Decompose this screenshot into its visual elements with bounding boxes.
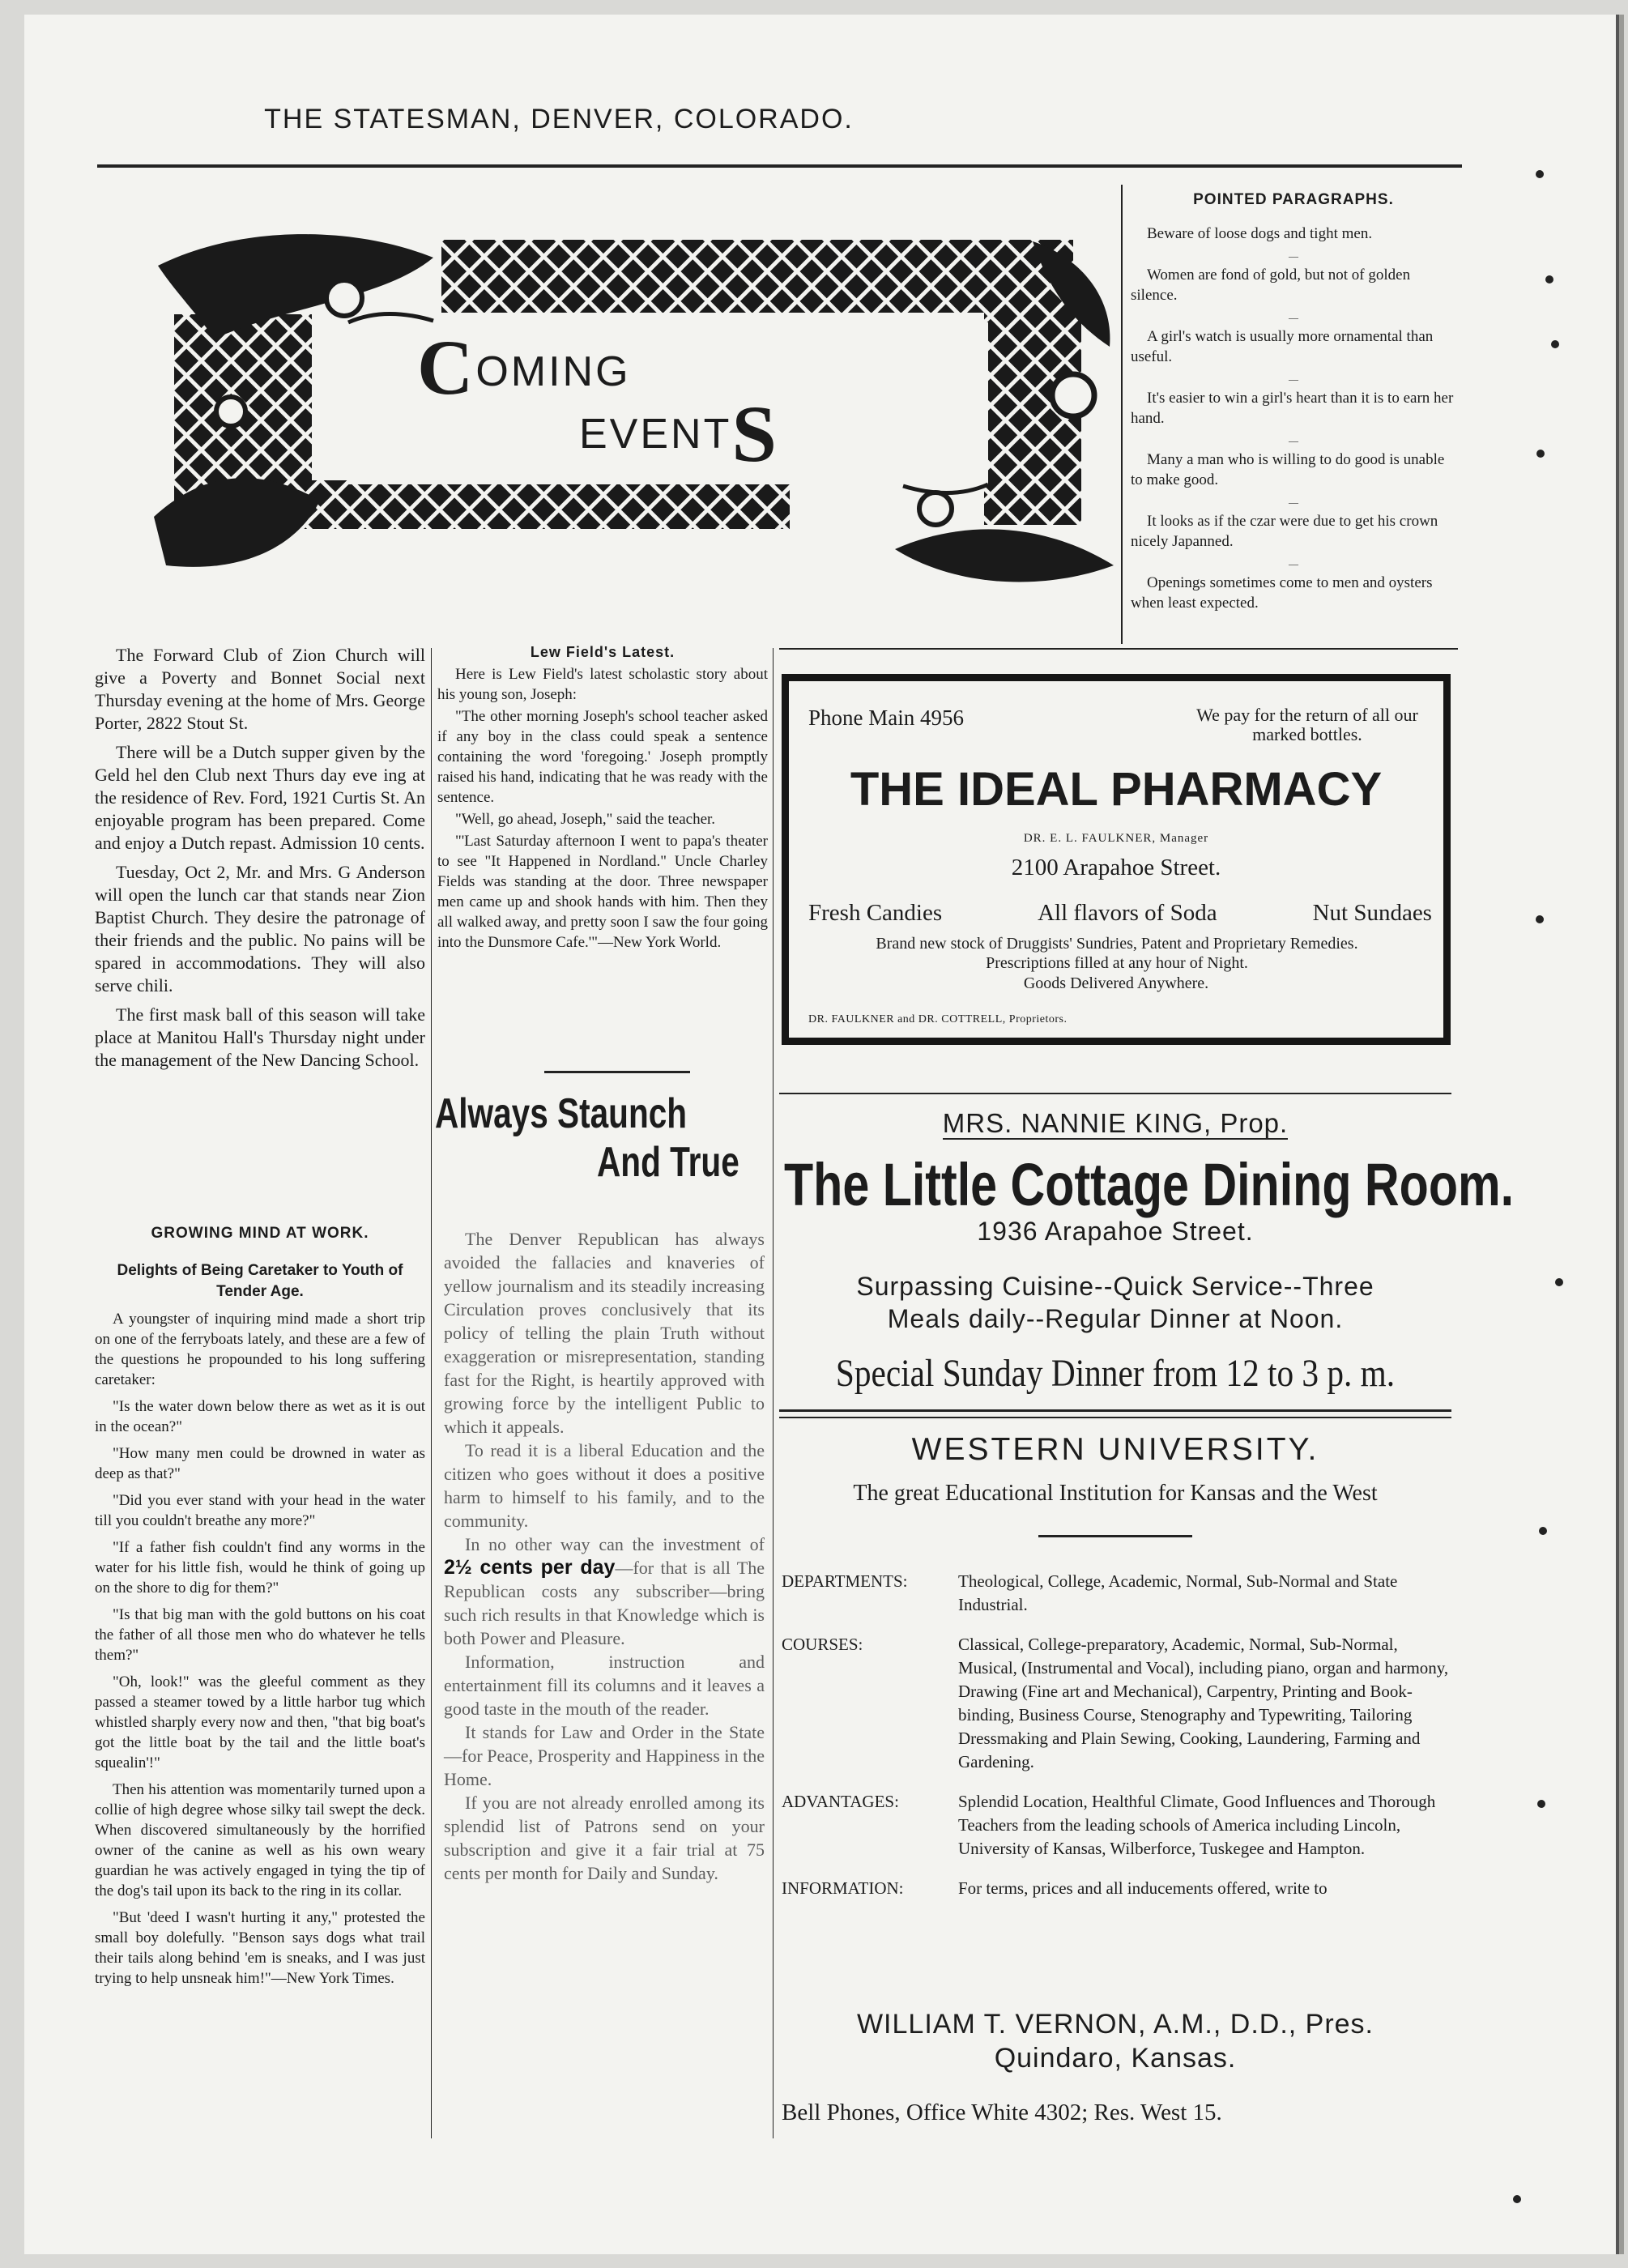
article-paragraph: "Is that big man with the gold buttons on his coat the father of all those men who do whatever he tells them?" [95,1606,425,1664]
article-paragraph: "The other morning Joseph's school teacher asked if any boy in the class could speak a sentence containing the word 'foregoing.' Joseph promptly raised his hand, indicating that he was ready with the sentence. [437,708,768,806]
margin-speck [1551,340,1559,348]
row-value: Splendid Location, Healthful Climate, Good Influences and Thorough Teachers from the leading schools of America including Lincoln, University of Kansas, Wilberforce, Tuskegee and Hampton. [958,1792,1436,1858]
rule [779,1093,1451,1094]
university-details [782,1570,1458,1900]
ad-paragraph: Information, instruction and entertainment fill its columns and it leaves a good taste in the mouth of the reader. [444,1652,765,1719]
university-row-advantages [782,1790,1458,1861]
ad-paragraph: It stands for Law and Order in the State—for Peace, Prosperity and Happiness in the Home. [444,1722,765,1789]
cost-text: —for that is all The Republican costs any subscriber—bring such rich results in that Knowledge which is both Power and Pleasure. [444,1558,765,1648]
article-paragraph: "Well, go ahead, Joseph," said the teacher. [455,811,716,828]
event-paragraph: There will be a Dutch supper given by the Geld hel den Club next Thurs day eve ing at the residence of Rev. Ford, 1921 Curtis St. An enjoyable program has been prepared. Come and enjoy a Dutch repast. Admission 10 cents. [95,742,425,853]
lew-fields-article [437,644,768,954]
cottage-line: Surpassing Cuisine--Quick Service--Three [856,1272,1374,1301]
banner-final: S [731,389,779,479]
pointed-title: POINTED PARAGRAPHS. [1193,191,1394,208]
ad-headline-2: And True [597,1139,739,1186]
ad-paragraph: If you are not already enrolled among its splendid list of Patrons send on your subscription and give it a fair trial at 75 cents per month for Daily and Sunday. [444,1793,765,1883]
cottage-line: Meals daily--Regular Dinner at Noon. [887,1304,1344,1333]
article-paragraph: "But 'deed I wasn't hurting it any," protested the small boy dolefully. "Benson says dogs what trail their tails along behind 'em is sneaks, and I was just trying to help unsneak him!"—New York Times. [95,1909,425,1987]
article-subtitle: Delights of Being Caretaker to Youth of Tender Age. [117,1262,403,1300]
president-location: Quindaro, Kansas. [994,2043,1237,2074]
pointed-item: It looks as if the czar were due to get his crown nicely Japanned. [1131,513,1438,550]
article-paragraph: "Did you ever stand with your head in the water till you couldn't breathe any more?" [95,1492,425,1529]
article-paragraph: "Oh, look!" was the gleeful comment as they passed a steamer towed by a little harbor tug which whistled sharply every now and then, "that big boat's got the little boat by the tail and the little boat's squealin'!" [95,1673,425,1771]
row-value: Classical, College-preparatory, Academic, Normal, Sub-Normal, Musical, (Instrumental and Vocal), including piano, organ and harmony, Drawing (Fine art and Mechanical), Carpentry, Printing and Book-binding, Business Course, Stenography and Typewriting, Tailoring Dressmaking and Plain Sewing, Cooking, Laundering, Farming and Gardening. [958,1635,1449,1771]
pharmacy-manager: DR. E. L. FAULKNER, Manager [1023,832,1209,845]
margin-speck [1536,915,1544,923]
cottage-address: 1936 Arapahoe Street. [977,1217,1254,1246]
pointed-item: Many a man who is willing to do good is unable to make good. [1131,451,1445,488]
row-key: INFORMATION: [782,1878,904,1898]
pharmacy-stock: Brand new stock of Druggists' Sundries, Patent and Proprietary Remedies. Prescriptions filled at any hour of Night. [876,935,1358,972]
pharmacy-item: Nut Sundaes [1312,900,1432,926]
pharmacy-return: We pay for the return of all our marked bottles. [1196,705,1418,744]
column-2-rule [773,648,774,2138]
university-phones: Bell Phones, Office White 4302; Res. West 15. [782,2100,1222,2125]
president-name: WILLIAM T. VERNON, A.M., D.D., Pres. [856,2009,1374,2040]
cottage-prop: MRS. NANNIE KING, Prop. [942,1108,1289,1138]
margin-speck [1536,450,1545,458]
pharmacy-address: 2100 Arapahoe Street. [1011,855,1221,880]
pharmacy-delivery: Goods Delivered Anywhere. [1023,974,1209,992]
article-paragraph: "'Last Saturday afternoon I went to papa's theater to see "It Happened in Nordland." Uncle Charley Fields was standing at the door. Three newspaper men came up and shook hands with him. Then they all walked away, and pretty soon I saw the four going into the Dunsmore Cafe.'"—New York World. [437,833,768,951]
event-paragraph: The Forward Club of Zion Church will give a Poverty and Bonnet Social next Thursday evening at the home of Mrs. George Porter, 2822 Stout St. [95,645,425,733]
cost-bold: 2½ cents per day [444,1556,616,1579]
pointed-item: It's easier to win a girl's heart than it is to earn her hand. [1131,390,1454,427]
pointed-paragraphs: POINTED PARAGRAPHS. Beware of loose dogs and tight men. — Women are fond of gold, but not of golden silence. — A girl's watch is usually more ornamental than useful. — It's easier to win a girl's heart than it is to earn her hand. — Many a man who is willing to do good is unable to make good. — It looks as if the czar were due to get his crown nicely Japanned. — Openings sometimes come to men and oysters when least expected. [1131,191,1456,621]
margin-speck [1537,1800,1545,1808]
short-divider [544,1071,690,1073]
university-row-departments [782,1570,1458,1617]
row-value: For terms, prices and all inducements offered, write to [958,1878,1328,1898]
row-value: Theological, College, Academic, Normal, Sub-Normal and State Industrial. [958,1571,1398,1614]
article-paragraph: Here is Lew Field's latest scholastic story about his young son, Joseph: [437,666,768,703]
margin-speck [1536,170,1544,178]
pharmacy-items [808,900,1432,927]
column-1-events [95,644,425,1072]
cottage-sunday: Special Sunday Dinner from 12 to 3 p. m. [835,1352,1396,1395]
short-divider [1038,1535,1192,1537]
margin-speck [1545,275,1553,284]
masthead: THE STATESMAN, DENVER, COLORADO. [264,104,854,134]
row-key: DEPARTMENTS: [782,1571,908,1591]
article-paragraph: "Is the water down below there as wet as it is out in the ocean?" [95,1398,425,1435]
event-paragraph: The first mask ball of this season will take place at Manitou Hall's Thursday night under the management of the New Dancing School. [95,1004,425,1070]
margin-speck [1513,2195,1521,2203]
university-tagline: The great Educational Institution for Kansas and the West [853,1481,1378,1506]
pharmacy-phone: Phone Main 4956 [808,706,964,730]
masthead-rule [97,164,1462,168]
university-name: WESTERN UNIVERSITY. [911,1432,1319,1467]
pharmacy-ad [782,674,1451,1045]
republican-copy [444,1227,765,1885]
article-paragraph: "If a father fish couldn't find any worms in the water for his little fish, would he think of going up on the shore to dig for them?" [95,1539,425,1597]
coming-events-banner [142,209,1126,598]
pharmacy-item: Fresh Candies [808,900,943,926]
university-row-information [782,1877,1458,1900]
pharmacy-item: All flavors of Soda [1038,900,1217,926]
row-key: ADVANTAGES: [782,1792,899,1811]
pointed-item: Openings sometimes come to men and oysters when least expected. [1131,574,1433,612]
pointed-left-rule [1121,185,1123,644]
ad-paragraph: To read it is a liberal Education and the citizen who goes without it does a positive harm to himself to his family, and to the community. [444,1440,765,1531]
university-row-courses [782,1633,1458,1774]
pharmacy-proprietors: DR. FAULKNER and DR. COTTRELL, Proprietors. [808,1013,1068,1025]
event-paragraph: Tuesday, Oct 2, Mr. and Mrs. G Anderson will open the lunch car that stands near Zion Baptist Church. They desire the patronage of their friends and the public. No pains will be spared in accommodations. They will also serve chili. [95,862,425,995]
margin-speck [1539,1527,1547,1535]
double-rule [779,1409,1451,1412]
ad-headline-1: Always Staunch [435,1090,688,1137]
banner-line-2: EVENTS [579,389,779,479]
republican-ad [435,1089,769,1187]
margin-speck [1555,1278,1563,1286]
column-1-rule [431,648,432,2138]
growing-mind-article [95,1225,425,1995]
article-title: GROWING MIND AT WORK. [151,1225,369,1242]
pointed-item: Beware of loose dogs and tight men. [1147,225,1373,242]
article-title: Lew Field's Latest. [530,644,675,660]
banner-line-1: COMING [417,324,631,411]
cottage-name: The Little Cottage Dining Room. [784,1151,1515,1218]
right-section-rule [779,648,1458,650]
article-paragraph: "How many men could be drowned in water as deep as that?" [95,1445,425,1482]
banner-initial: C [417,324,476,411]
article-paragraph: Then his attention was momentarily turned upon a collie of high degree whose silky tail swept the deck. When discovered simultaneously by the horrified owner of the canine as well as his own weary guardian he was actively engaged in tying the tip of the dog's tail upon its back to the ring in its collar. [95,1781,425,1899]
pointed-item: Women are fond of gold, but not of golden silence. [1131,266,1411,304]
row-key: COURSES: [782,1635,863,1654]
pharmacy-name: THE IDEAL PHARMACY [850,763,1383,816]
pointed-item: A girl's watch is usually more ornamental than useful. [1131,328,1434,365]
ad-paragraph: The Denver Republican has always avoided the fallacies and knaveries of yellow journalism and its steadily increasing Circulation proves conclusively that its policy of telling the plain Truth without exaggeration or misrepresentation, standing fast for the Right, is heartily approved with growing force by the intelligent Public to which it appeals. [444,1229,765,1437]
article-paragraph: A youngster of inquiring mind made a short trip on one of the ferryboats lately, and these are a few of the questions he propounded to his long suffering caretaker: [95,1311,425,1388]
university-president [779,2007,1451,2075]
cottage-service [779,1270,1451,1335]
cost-text: In no other way can the investment of [465,1534,765,1554]
double-rule [779,1417,1451,1418]
